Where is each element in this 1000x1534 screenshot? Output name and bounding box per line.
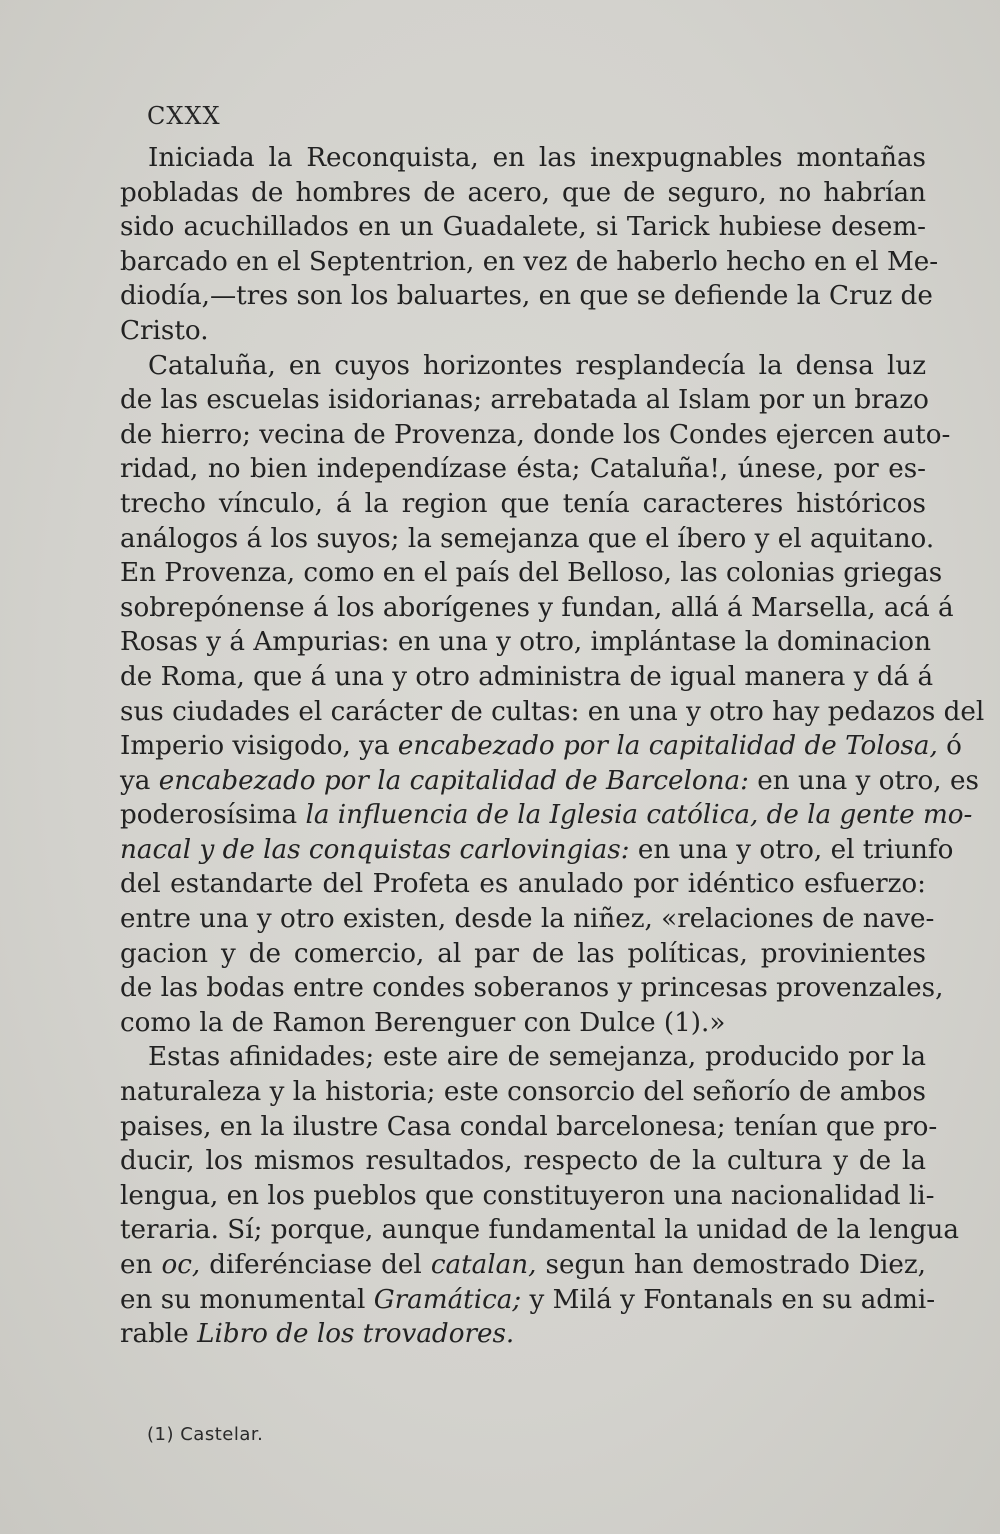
text-line (120, 245, 939, 280)
text-segment: barcado en el Septentrion, en vez de haberlo hecho en el Me- (120, 246, 939, 277)
text-line (120, 937, 926, 972)
text-line (120, 1213, 959, 1248)
text-line (120, 1075, 926, 1110)
text-segment: sido acuchillados en un Guadalete, si Tarick hubiese desem- (120, 212, 926, 243)
text-line (120, 660, 934, 695)
text-segment: de las bodas entre condes soberanos y princesas provenzales, (120, 973, 944, 1004)
text-line (120, 522, 935, 557)
text-segment: teraria. Sí; porque, aunque fundamental la unidad de la lengua (120, 1215, 959, 1246)
text-line (120, 902, 935, 937)
text-segment: rable (120, 1319, 198, 1350)
text-segment: Cataluña, en cuyos horizontes resplandecía la densa luz (148, 350, 926, 381)
text-segment: sobrepónense á los aborígenes y fundan, allá á Marsella, acá á (120, 592, 954, 623)
italic-text: Libro de los trovadores. (197, 1319, 515, 1350)
italic-text: oc, (161, 1250, 201, 1280)
text-line (120, 591, 954, 626)
text-segment: Estas afinidades; este aire de semejanza, producido por la (148, 1042, 926, 1073)
text-segment: en una y otro, es (748, 765, 979, 796)
italic-text: encabezado por la capitalidad de Barcelona: (158, 765, 749, 796)
body-text (120, 141, 985, 1352)
text-line (120, 452, 926, 487)
text-line (120, 1248, 926, 1283)
text-line (120, 971, 944, 1006)
italic-text: catalan, (430, 1250, 537, 1280)
italic-text: encabezado por la capitalidad de Tolosa, (397, 731, 938, 762)
text-segment: paises, en la ilustre Casa condal barcelonesa; tenían que pro- (120, 1111, 938, 1142)
text-segment: análogos á los suyos; la semejanza que el íbero y el aquitano. (120, 523, 935, 554)
text-segment: segun han demostrado Diez, (536, 1250, 926, 1280)
text-segment: lengua, en los pueblos que constituyeron una nacionalidad li- (120, 1180, 935, 1211)
text-line (120, 556, 943, 591)
text-line (120, 625, 931, 660)
text-segment: de Roma, que á una y otro administra de igual manera y dá á (120, 661, 934, 692)
text-line (120, 383, 929, 418)
text-line (120, 349, 926, 384)
paragraph (120, 1040, 959, 1351)
text-segment: de las escuelas isidorianas; arrebatada al Islam por un brazo (120, 385, 929, 416)
text-segment: poderosísima (120, 800, 306, 831)
text-segment: Rosas y á Ampurias: en una y otro, implántase la dominacion (120, 627, 931, 658)
text-line (120, 314, 926, 349)
text-line (120, 1006, 926, 1041)
text-segment: pobladas de hombres de acero, que de seguro, no habrían (120, 177, 926, 208)
text-segment: y Milá y Fontanals en su admi- (521, 1284, 936, 1315)
text-line (120, 487, 926, 522)
text-line (120, 729, 962, 764)
italic-text: nacal y de las conquistas carlovingias: (120, 834, 630, 865)
text-segment: Imperio visigodo, ya (120, 731, 398, 762)
text-segment: Iniciada la Reconquista, en las inexpugnables montañas (148, 143, 926, 173)
text-line (120, 1040, 926, 1075)
text-segment: de hierro; vecina de Provenza, donde los Condes ejercen auto- (120, 419, 951, 450)
page-number: CXXX (147, 102, 221, 130)
text-line (120, 1110, 938, 1145)
text-segment: en una y otro, el triunfo (629, 834, 954, 865)
text-segment: diferénciase del (200, 1250, 431, 1280)
italic-text: la influencia de la Iglesia católica, de la gente mo- (305, 800, 973, 831)
text-line (120, 141, 926, 176)
footnote: (1) Castelar. (147, 1424, 264, 1445)
text-segment: en (120, 1250, 162, 1280)
text-segment: trecho vínculo, á la region que tenía caracteres históricos (120, 488, 926, 519)
text-line (120, 1179, 935, 1214)
text-segment: ó (937, 731, 962, 762)
text-segment: naturaleza y la historia; este consorcio del señorío de ambos (120, 1077, 926, 1108)
text-line (120, 695, 985, 730)
text-line (120, 1283, 936, 1318)
text-line (120, 833, 954, 868)
text-segment: del estandarte del Profeta es anulado por idéntico esfuerzo: (120, 869, 926, 900)
text-segment: Cristo. (120, 315, 209, 346)
text-line (120, 1317, 926, 1352)
text-line (120, 418, 951, 453)
paragraph (120, 349, 985, 1041)
text-line (120, 176, 926, 211)
text-segment: gacion y de comercio, al par de las políticas, provinientes (120, 938, 926, 969)
text-line (120, 1144, 926, 1179)
text-segment: ya (120, 765, 159, 796)
text-segment: En Provenza, como en el país del Belloso, las colonias griegas (120, 558, 943, 589)
text-segment: ridad, no bien independízase ésta; Cataluña!, únese, por es- (120, 454, 926, 485)
text-segment: en su monumental (120, 1284, 374, 1315)
text-line (120, 867, 926, 902)
text-line (120, 764, 979, 799)
text-segment: como la de Ramon Berenguer con Dulce (1).» (120, 1007, 726, 1038)
text-segment: ducir, los mismos resultados, respecto de la cultura y de la (120, 1146, 926, 1177)
paragraph (120, 141, 939, 349)
text-line (120, 210, 926, 245)
text-segment: entre una y otro existen, desde la niñez, «relaciones de nave- (120, 904, 935, 935)
text-line (120, 279, 933, 314)
italic-text: Gramática; (373, 1284, 522, 1315)
text-line (120, 798, 973, 833)
text-segment: diodía,—tres son los baluartes, en que se defiende la Cruz de (120, 281, 933, 312)
text-segment: sus ciudades el carácter de cultas: en una y otro hay pedazos del (120, 696, 985, 727)
